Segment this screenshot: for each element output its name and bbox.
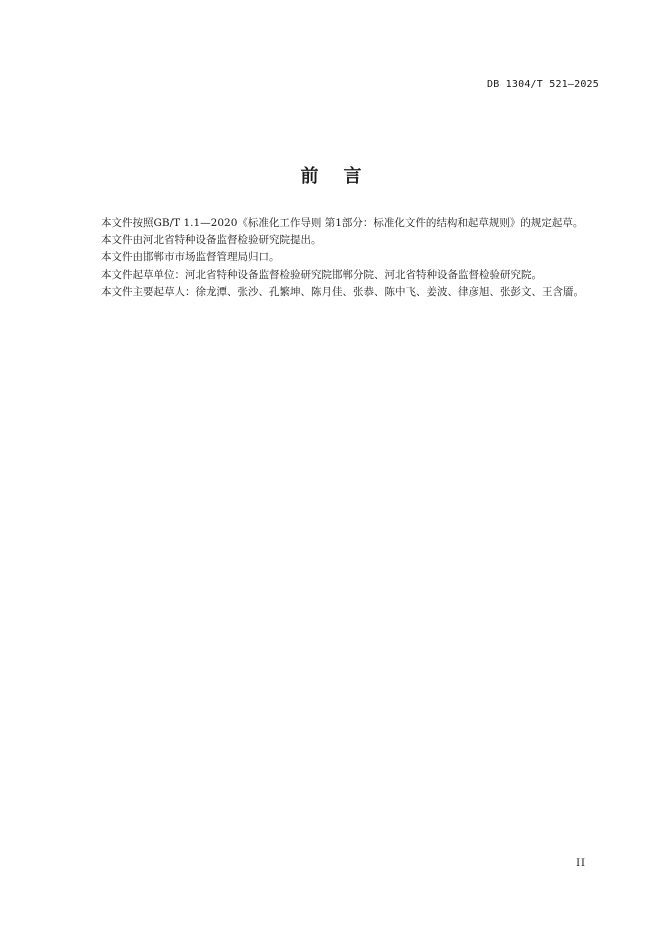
paragraph-proposer: 本文件由河北省特种设备监督检验研究院提出。 — [101, 234, 322, 247]
page-number: II — [576, 858, 586, 869]
document-code: DB 1304/T 521—2025 — [487, 79, 599, 90]
paragraph-administrator: 本文件由邯郸市市场监督管理局归口。 — [101, 251, 280, 264]
paragraph-drafting-units: 本文件起草单位：河北省特种设备监督检验研究院邯郸分院、河北省特种设备监督检验研究院。 — [101, 268, 542, 281]
page-title: 前 言 — [300, 166, 362, 187]
foreword-body — [80, 215, 601, 301]
paragraph-drafting-rules: 本文件按照GB/T 1.1—2020《标准化工作导则 第1部分：标准化文件的结构和起草规则》的规定起草。 — [101, 217, 584, 229]
paragraph-drafters: 本文件主要起草人：徐龙潭、张沙、孔繁坤、陈月佳、张恭、陈中飞、姜波、律彦旭、张彭文、王含靥。 — [101, 285, 584, 298]
